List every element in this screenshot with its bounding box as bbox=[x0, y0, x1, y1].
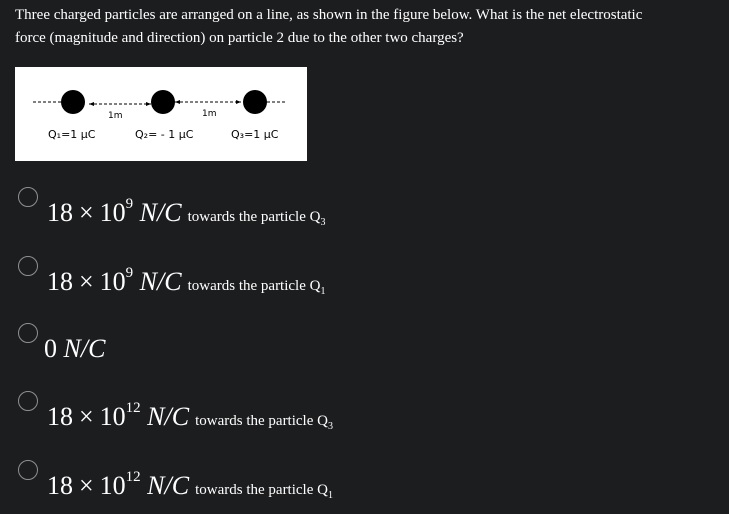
particle-q1 bbox=[61, 90, 85, 114]
option-suffix: towards the particle $Q_1$ bbox=[187, 278, 326, 297]
q3-label: Q₃=1 μC bbox=[231, 128, 279, 141]
option-math: $18 \times 10^9$ N/C bbox=[47, 265, 182, 296]
radio-button[interactable] bbox=[18, 187, 38, 207]
answer-option-3[interactable] bbox=[18, 334, 105, 364]
option-suffix: towards the particle $Q_3$ bbox=[195, 413, 333, 432]
q2-label: Q₂= - 1 μC bbox=[135, 128, 194, 141]
option-suffix: towards the particle $Q_3$ bbox=[187, 209, 326, 228]
answer-option-4[interactable] bbox=[18, 402, 333, 432]
question-text bbox=[15, 4, 720, 50]
arrowhead-1-right bbox=[146, 102, 151, 106]
option-math: $18 \times 10^{12}$ N/C bbox=[47, 400, 190, 431]
distance-label-2: 1m bbox=[202, 109, 217, 119]
option-math: $18 \times 10^{12}$ N/C bbox=[47, 469, 190, 500]
arrowhead-2-left bbox=[175, 100, 180, 104]
option-math: $18 \times 10^9$ N/C bbox=[47, 196, 182, 227]
question-line-1: Three charged particles are arranged on a line, as shown in the figure below. What is the net electrostatic bbox=[15, 7, 643, 23]
radio-button[interactable] bbox=[18, 323, 38, 343]
particle-q2 bbox=[151, 90, 175, 114]
distance-label-1: 1m bbox=[108, 111, 123, 121]
option-math: 0 N/C bbox=[44, 334, 106, 363]
radio-button[interactable] bbox=[18, 256, 38, 276]
charges-diagram bbox=[15, 67, 307, 161]
arrowhead-2-right bbox=[236, 100, 241, 104]
charges-figure bbox=[15, 67, 307, 161]
answer-option-2[interactable] bbox=[18, 267, 325, 297]
radio-button[interactable] bbox=[18, 391, 38, 411]
particle-q3 bbox=[243, 90, 267, 114]
question-line-2: force (magnitude and direction) on particle 2 due to the other two charges? bbox=[15, 30, 464, 46]
answer-option-5[interactable] bbox=[18, 471, 333, 501]
radio-button[interactable] bbox=[18, 460, 38, 480]
answer-option-1[interactable] bbox=[18, 198, 325, 228]
option-suffix: towards the particle $Q_1$ bbox=[195, 482, 333, 501]
arrowhead-1-left bbox=[89, 102, 94, 106]
q1-label: Q₁=1 μC bbox=[48, 128, 96, 141]
